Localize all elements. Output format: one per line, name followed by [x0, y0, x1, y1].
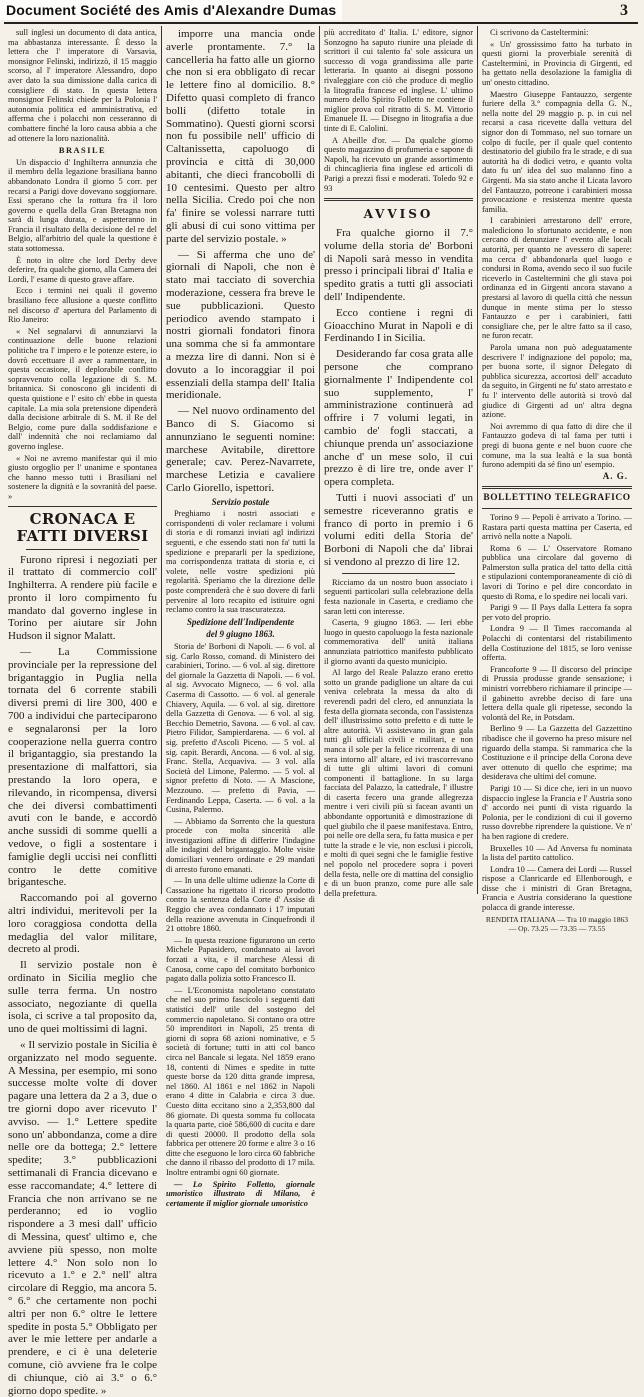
column-2-top-body: [166, 28, 315, 495]
author-signature: A. G.: [482, 472, 628, 482]
article-paragraph: I carabinieri arrestarono dell' errore, malediciono lo sfortunato accidente, e non cercano di denunziare l' evento alle locali autorità, per quanto ne avessero di sapere: ma cerca d' abbandonarla quel luogo e condursi in Roma, avendo seco il suo fucile riceverlo in Castelterminì che gli stava poi ordinanza ed in Girgenti ancora stavano a prestarsi al lavoro di quella città che nessun dunque in mente stima per lo stesso Fantauzzo e per i carabinieri, fatti consigliare che, per le altre fatto sa il caso, ne furon recatr.: [482, 216, 632, 341]
archive-watermark: Document Société des Amis d'Alexandre Dumas: [0, 0, 342, 20]
article-paragraph: Desiderando far cosa grata alle persone che comprano giornalmente l' Indipendente col suo supplemento, l' amministrazione continuerà ad offrire i 7 volumi legati, in cambio de' fogli staccati, a chiunque prenda un' associazione anche d' un mese solo, il cui prezzo è di lire tre, onde aver l' opera completa.: [324, 348, 473, 489]
article-paragraph: più accreditato d' Italia. L' editore, signor Sonzogno ha saputo riunire una pleiade di scrittori il cui talento fa' sole assicura un successo di voga grandissima alle parte letteraria. In quanto ai disegni possono rivaleggiare con ciò che produce di meglio la litografia francese ed inglese. L' ultimo numero dello Spirito Folletto ne contiene il miglior prova col ritratto di S. M. Vittorio Emanuele II. — Disegno in litografia a due tinte di E. Calolini.: [324, 28, 473, 134]
article-paragraph: sull inglesi un documento di data antica, ma abbastanza interessante. È desso la lettera che l' imperatore di Varsavia, monsignor Felinski, indirizzò, il 15 maggio scorso, al l' imperatore Alessandro, dopo aver dato la sua dimissione dalla carica di consigliere di stato. In questa lettera monsignor Felinski chiede per la Polonia l' autonomia politica ed amministrativa, ed afferma che i polacchi non cesseranno di combattere finché la loro causa abbia a che ad ottenere la loro nazionalità.: [8, 28, 157, 143]
column-2: [162, 26, 320, 894]
article-paragraph: « Noi ne avremo manifestar qui il mio giusto orgoglio per l' unanime e spontanea che hanno messo tutti i Brasiliani nel sostenere la dignità e la sovranità del paese. »: [8, 454, 157, 502]
section-divider: [8, 506, 157, 507]
columns-container: [4, 26, 636, 894]
article-paragraph: « Il servizio postale in Sicilia è organizzato nel modo seguente. A Messina, per esempio, mi sono successe molte volte di dover pagare una lettera da 2 a 3, due o tre giorni dopo aver ricevuto l' avviso. — 1.° Lettere spedite sono un' abbondanza, come a dire nelle ore da bottega; 2.° lettere spedite; 3.° pubblicazioni settimanali di Francia dicevano e esse raccomandate; 4.° lettere di Francia che non arrivano se ne perderanno; ed io voglio rispondere a 3 mesi dall' ufficio di Messina, quest' ultimo e, che avviene più spesso, non molte lettere 4.° Non solo non lo ricevuto a 1.° e 2.° nell' altra circolare di Reggio, ma ancora 5.° 6.° che certamente non pochi altri per non 6.° oltre le lettere spedite in posta 5.° Obbligato per aver le mie lettere per andarle a prendere, e ci è una deleterie comune, ciò avviene fra le colpe di chiunque, ciò ai 3.° o 6.° giorno dopo spedite. »: [8, 1039, 157, 1397]
column-4: [478, 26, 636, 894]
telegram-item: Londra 9 — Il Times raccomanda al Polacchi di contentarsi del ristabilimento della Costituzione del 1815, se loro venisse offerta.: [482, 624, 632, 662]
cronaca-body: [8, 554, 157, 1397]
article-paragraph: Furono ripresi i negoziati per il trattato di commercio coll' Inghilterra. A rendere più facile e pronto il loro compimento fu mandato dal governo inglese in Torino per aiutare sir John Hudson il signor Malatt.: [8, 554, 157, 644]
article-paragraph: Al largo del Reale Palazzo erano eretto sotto un grande padiglione un altare da cui veniva celebrata la messa da alto di reverendi padri del clero, ed annunziata la festa della giornata seconda, con l'assistenza dell' illustrissimo sotto prefetto e di tutte le altre autorità. Vi assistevano in gran gala tutti gli ufficiali civili e militari, e non manca il sole per la felice ricorrenza di una sera intorno all' altare, ed ivi trascorrevano di tutte gli ultimi lavori di comuni componenti il battaglione. In su larga facciata del Palazzo, la cattedrale, l' illustre di caserta fecero una grande allegrezza mentre i veri civili più si facean avanti un abbondante opportunità e dimostrazione di quel giubilo che il paese manifestava. Entro, poi nelle ore della sera, fu fatta musica e per tutte la strade e le vie, non esclusi i piccoli, e molti di quei segni che le famiglie festive nel popolo nel procedere sopra i poveri della festa, nelle ore di mattina del consiglio e di un buon pranzo, come pure alle sale della prefettura.: [324, 668, 473, 898]
article-paragraph: — Abbiamo da Sorrento che la questura procede con molta sincerità alle investigazioni affine di differire l'indagine alle indagini del brigantaggio. Molte visite domiciliari vennero ordinate e 29 mandati di arresto furono emanati.: [166, 817, 315, 875]
section-divider: [324, 198, 473, 201]
article-paragraph: Ci scrivono da Castelterminì:: [482, 28, 632, 38]
telegram-item: Londra 10 — Camera dei Lordi — Russel rispose a Clanricarde ed Ellenborough, e disse che i ministri di Gran Bretagna, Francia e Austria considerano la questione polacca di grande interesse.: [482, 865, 632, 913]
market-quote: RENDITA ITALIANA — Tra 10 maggio 1863 — Op. 73.25 — 73.35 — 73.55: [482, 915, 632, 933]
section-divider: [26, 549, 139, 550]
article-paragraph: Fra qualche giorno il 7.° volume della storia de' Borboni di Napoli sarà messo in vendita presso i principali librai d' Italia e spedito gratis a tutti gli associati dell' Indipendente.: [324, 227, 473, 304]
section-divider: [342, 573, 455, 574]
article-paragraph: Parola umana non può adeguatamente descrivere l' indignazione del popolo; ma, per buona sorte, il signor Delegato di pubblica sicurezza, accortosi dell' accaduto da seguito, in Girgenti ne fu' stato arrestato e fu l' intervento delle autorità si trovò dal giudice di Girgenti ad un' altra degna azione.: [482, 343, 632, 420]
article-paragraph: Ecco i termini nei quali il governo brasiliano fece allusione a queste conflitto nel discorso d' apertura del Parlamento di Rio Janeiro:: [8, 286, 157, 324]
article-paragraph: È noto in oltre che lord Derby deve deferire, fra qualche giorno, alla Camera dei Lordi, l' esame di questo grave affare.: [8, 256, 157, 285]
article-paragraph: Storia de' Borboni di Napoli. — 6 vol. al sig. Carlo Rosso, comand. di Ministero dei carabinieri, Torino. — 6 vol. al sig. direttore del giornale la Gazzetta di Napoli. — 6 vol. al sig. Avvocato Migneco, — 6 vol. alla Caserma di Cassotto. — 6 vol. al generale Chiavery, Aquila. — 6 vol. al sig. direttore della Gazzetta di Genova. — 6 vol. al sig. Becchio Demetrio, Savona. — 6 vol. al cav. Pietro Filidor, Sampierdarena. — 6 vol. al sig. prefetto d'Ascoli Piceno. — 5 vol. al sig. capit. Berardi, Ancona. — 6 vol. al sig. Franc. Stella, Acquaviva. — 3 vol. alla Società del Limone, Palermo. — 5 vol. al signor prefetto di Noto. — A Mascione, Mezzouno. — prefetto di Pavia, — Ferdinando Leppa, Caserta. — 6 vol. a la Cusina, Palermo.: [166, 642, 315, 815]
article-paragraph: — L'Economista napoletano constatato che nel suo primo fascicolo i seguenti dati statistici dell' utile del sostegno del commercio napoletano. Si contano ora ottre 50 imprenditori in Napoli, 25 trenta di giorni di sopra 68 azioni nominative, e 5 società di fortune; tutti in atti col banco circa nel Bancale si legata. Nel 1859 erano 18, contenti di Nimes e spedite in tutte queste borse da 120 ditta grande impresa, nel 1860. Al 1861 e nel 1862 in Napoli erano 4 ditte in Calabria e circa 3 due. Cuesto ditta eccitano sino a 2,353,800 dal 86 giornate. Di questa somma fu collocata la quarta parte, cioè 586,600 di cucita e dare di questi 20000. Il prodotto della sola fabbrica per ottenere 20 forme e altre 3 o 16 ditte che eseguono le loro circa 60 fabbriche che danno il ribasso del prodotto di 17 mila. Inoltre entrambi ogni 60 giornate.: [166, 986, 315, 1178]
article-paragraph: Il servizio postale non è ordinato in Sicilia meglio che sulle terra ferma. Un nostro associato, negoziante di quella isola, ci scrive a tal proposito da, uno de quei moltissimi di lagni.: [8, 959, 157, 1036]
telegram-item: Berlino 9 — La Gazzetta del Gazzettino ribadisce che il governo ha preso misure nel riguardo della stampa. Si rammarica che la Costituzione e il principe della Corona deve aver ottenuto di quello che esprime; ma desiderava che ultimi del comune.: [482, 724, 632, 782]
section-heading-servizio-postale: Servizio postale: [166, 498, 315, 508]
article-paragraph: Maestro Giuseppe Fantauzzo, sergente furiere della 3.° compagnia della G. N., nella notte del 29 maggio p. p. in cui nel recarsi a casa ricevette dalla vettura del signor don di Tommaso, nel suo tornare un colpo di fucile, per il quale quel contento destinatorio del giubilo fra le strade, e di sua autorità ha di dodici vetro, e quanto volta dato fu un' idea del suo malanno fino a Girgenti. Ma sia stato anche il Licata lavoro del Fantauzzo, potreone i carabinieri mossa provocazione e resistenza mentre questa familia.: [482, 90, 632, 215]
column-3: [320, 26, 478, 894]
telegram-item: Roma 6 — L' Osservatore Romano pubblica una circolare dal governo di Palmerston sulla pratica del tatto della città e stipulazioni contemporaneamente di ciò di lavori di Torino e pel dire concordato in questo di Roma, e lo spedire nei locali vari.: [482, 544, 632, 602]
section-subheading-date: del 9 giugno 1863.: [166, 630, 315, 640]
article-paragraph: Preghiamo i nostri associati e corrispondenti di voler reclamare i volumi di storia e di romanzi inviati agl indirizzi seguenti, e che essendo stati non fa' tutti la spedizione e prepararli per la spedizione, ma corrispondenza trattata di storia e, ci volete, nelle vostre spedizioni più regolarità. Speriamo che la direzione delle poste comprenderà che è suo dovere di farli pervenire al loro recapito ed istituire ogni reclamo contro la sua trascuratezza.: [166, 509, 315, 615]
section-heading-brasile: BRASILE: [8, 146, 157, 156]
avviso-body: [324, 227, 473, 569]
article-paragraph: — In questa reazione figurarono un certo Michele Papasidero, condannato ai lavori forzati a vita, e il marchese Alessi di Canosa, come capo del comitato borbonico pagato dalla polizia sotto Francesco II.: [166, 936, 315, 984]
article-paragraph: « Un' grossissimo fatto ha turbato in questi giorni la proverbiale serenità di Castelterminì, in Provincia di Girgenti, ed ha gettato nella desolazione la famiglia di un' onesto cittadino.: [482, 40, 632, 88]
article-paragraph: Un dispaccio d' Inghilterra annunzia che il membro della legazione brasiliana banno abbandonato Londra il giorno 5 corr. per recarsi a Parigi dove dovevano soggiornare. Essi sperano che la rottura fra il loro governo e quella della Gran Bretagna non sarà di lunga durata, e aspetteranno in Francia il risultato della decisione del re del Belgio, all'arbitrio del quale la questione è stata sottomessa.: [8, 158, 157, 254]
article-paragraph: Noi avremmo di qua fatto di dire che il Fantauzzo godeva di tal fama per tutti i pregi di buona gente e nel buon cuore che comune, ma la sua lealtà e la sua bontà furono adempiti da sé fino un' esempio.: [482, 422, 632, 470]
article-paragraph: Tutti i nuovi associati d' un semestre riceveranno gratis e franco di porto in premio i 6 volumi editi della Storia de' Borboni di Napoli che da' librai si vendono al prezzo di lire 12.: [324, 492, 473, 569]
article-paragraph: — In una delle ultime udienze la Corte di Cassazione ha rigettato il ricorso prodotto contro la sentenza della Corte d' Assise di Reggio che avea condannato i 17 imputati della reazione avvenuta in Cinquefrondi il 21 ottobre 1860.: [166, 876, 315, 934]
telegram-item: Torino 9 — Pepoli è arrivato a Torino. — Rastara parti questa mattina per Caserta, ed arrivò nella notte a Napoli.: [482, 513, 632, 542]
telegram-item: Parigi 10 — Si dice che, ieri in un nuovo dispaccio inglese la Francia e l' Austria sono d' accordo nei punti di vista riguardo la Polonia, per le condizioni di cui il governo russo dovrebbe riprendere la quistione. Ve n' ha ben ragione di credere.: [482, 784, 632, 842]
article-paragraph: Ecco contiene i regni di Gioacchino Murat in Napoli e di Ferdinando I in Sicilia.: [324, 307, 473, 345]
article-paragraph: Ricciamo da un nostro buon associato i seguenti particolari sulla celebrazione della festa nazionale in Caserta, e crediamo che saran letti con interesse.: [324, 578, 473, 616]
article-paragraph: imporre una mancia onde averle prontamente. 7.° la cancelleria ha fatto alle un giorno che non si era obbligato di recar le lettere fino al domicilio. 8.° Difetto quasi completo di franco bolli (difetto totale in Sommatino). Questi giorni scorsi non fu possibile nell' ufficio di Caltanissetta, capoluogo di provincia e città di 30,000 abitanti, che dieci francobolli di 10 centesimi. Questo per altro nella Sicilia. Credo poi che non fa' finire se volessi narrare tutti gli abusi di cui sono vittima per parte del servizio postale. »: [166, 28, 315, 246]
section-divider: [482, 486, 632, 489]
article-paragraph: — Lo Spirito Folletto, giornale umoristico illustrato di Milano, è certamente il miglior giornale umoristico: [166, 1180, 315, 1209]
section-divider: [482, 508, 632, 509]
article-paragraph: « Nel segnalarvi di annunziarvi la continuazione delle buone relazioni politiche tra l' impero e le potenze estere, io dovrò eccettuare il aver a rammentare, in questa occasione, il deplorabile conflitto sopravvenuto colla legazione di S. M. britannica. Si conoscono gli incidenti di questa quistione e l' esito ch' ebbe in questa capitale. La mia sola pretensione dipenderà dalla decisione arbitrale di S. M. il Re del Belgio, come pure dalla soddisfazione e dall' indennità che noi reclamiamo dal governo inglese.: [8, 327, 157, 452]
column-1: [4, 26, 162, 894]
header-rule: [4, 22, 638, 24]
page-number: 3: [620, 2, 628, 20]
article-paragraph: — La Commissione provinciale per la repressione del brigantaggio in Puglia nella tornata del 6 corrente stabilì diversi premi di lire 300, 400 e 700 a individui che parteciparono e segnalaronsi per la loro cooperazione nella guerra contro il brigantaggio, sia prestando la presentazione di malfattori, sia prestando la loro opera, e rilevando, in ricompensa, diversi che dei diversi combattimenti avuti con le bande, e accordò anche sussidi di somme quelli a vedove, o figli a sostentare i famiglie degli uccisi nei conflitti contro le dette comitive brigantesche.: [8, 646, 157, 889]
telegram-item: Parigi 9 — Il Pays dalla Lettera fa sopra per voto del proprio.: [482, 603, 632, 622]
article-paragraph: — Nel nuovo ordinamento del Banco di S. Giacomo si annunziano le seguenti nomine: marchese Avitabile, direttore generale; cav. Perez-Navarrete, marchese Letizia e cavaliere Carlo Giorello, ispettori.: [166, 405, 315, 495]
article-paragraph: Caserta, 9 giugno 1863. — Ieri ebbe luogo in questo capoluogo la festa nazionale commemorativa dell' unità italiana annunziata patriottico manifesto pubblicato il giorno avanti da questo municipio.: [324, 618, 473, 666]
section-heading-spedizione: Spedizione dell'Indipendente: [166, 618, 315, 628]
section-heading-avviso: AVVISO: [324, 206, 473, 223]
article-paragraph: Raccomando poi al governo altri individui, meritevoli per la loro coraggiosa condotta della medaglia del valor militare, decreto al prodi.: [8, 892, 157, 956]
article-paragraph: — Si afferma che uno de' giornali di Napoli, che non è stato mai tacciato di soverchia moderazione, cessera fra breve le sue pubblicazioni. Questo periodico avendo stampato i nostri giornali fondatori finora una somma che si fa ammontare a mezza lire di danni. Non si è dovuto a lo incoraggiar il poi essenziali della stampa dell' Italia meridionale.: [166, 249, 315, 403]
article-paragraph: A Abeille d'or. — Da qualche giorno questo magazzino di profumeria e sapone di Napoli, ha ricevuto un grande assortimento di chincaglieria fina inglese ed articoli di Parigi a prezzi fissi e moderati. Toledo 92 e 93: [324, 136, 473, 194]
section-heading-bollettino: BOLLETTINO TELEGRAFICO: [482, 494, 632, 504]
telegram-item: Francoforte 9 — Il discorso del principe di Prussia produsse grande sensazione; i ministri vorrebbero richiamare il principe — il gabinetto avrebbe deciso di fare una lettera della quale gli ripetesse, secondo la volontà del Re, in Potsdam.: [482, 665, 632, 723]
section-heading-cronaca: CRONACA E FATTI DIVERSI: [8, 511, 157, 545]
telegram-item: Bruxelles 10 — Ad Anversa fu nominata la lista del partito cattolico.: [482, 844, 632, 863]
